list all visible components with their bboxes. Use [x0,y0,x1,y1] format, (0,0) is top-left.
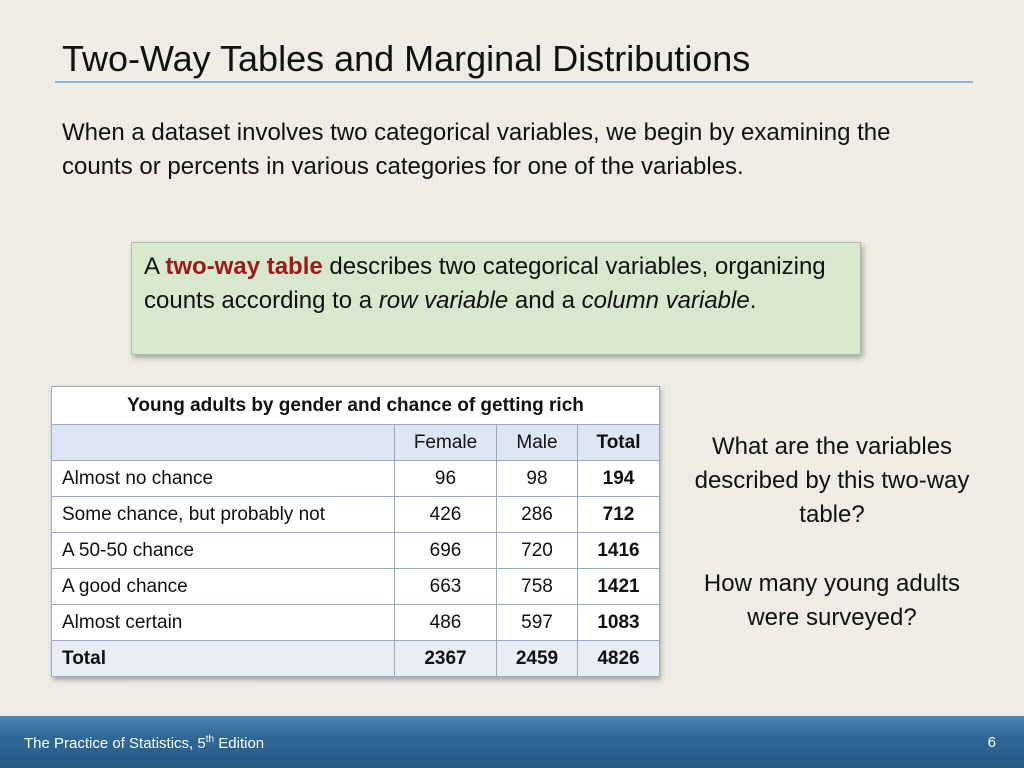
table-row [52,497,660,533]
definition-suffix: . [749,287,757,314]
cell-total: 1421 [578,569,660,605]
cell-grand-total: 4826 [578,641,660,677]
table-row [52,461,660,497]
cell-total: 1083 [578,605,660,641]
table-row [52,605,660,641]
question-survey-count: How many young adults were surveyed? [703,570,961,631]
intro-paragraph: When a dataset involves two categorical variables, we begin by examining the counts or percents in various categories for one of the variables. [62,119,891,180]
definition-column-variable: column variable [581,287,750,314]
two-way-table [51,386,660,677]
cell-female: 96 [395,461,497,497]
definition-box [131,242,861,355]
row-label: Almost no chance [52,461,395,497]
cell-total: 194 [578,461,660,497]
cell-female: 486 [395,605,497,641]
cell-male-total: 2459 [497,641,578,677]
slide-title: Two-Way Tables and Marginal Distributions [62,38,751,79]
footer-edition-word: Edition [214,735,265,752]
cell-male: 286 [497,497,578,533]
row-label-total: Total [52,641,395,677]
footer-bar [0,716,1024,768]
row-label: A 50-50 chance [52,533,395,569]
cell-male: 98 [497,461,578,497]
cell-male: 597 [497,605,578,641]
two-way-table-container [51,386,659,677]
cell-female: 696 [395,533,497,569]
row-label: A good chance [52,569,395,605]
definition-text-1: describes two categorical variables, organizing counts according to a [144,253,826,314]
cell-female: 426 [395,497,497,533]
title-divider [55,81,973,83]
table-row [52,533,660,569]
footer-book-name: The Practice of Statistics, 5 [24,735,206,752]
table-caption: Young adults by gender and chance of getting rich [52,387,660,425]
cell-male: 758 [497,569,578,605]
cell-female-total: 2367 [395,641,497,677]
cell-total: 712 [578,497,660,533]
footer-edition-superscript: th [205,734,215,745]
table-total-row [52,641,660,677]
page-number: 6 [987,734,996,751]
footer-book-title [24,734,264,752]
header-cell-female: Female [395,425,497,461]
table-header-row [52,425,660,461]
table-row [52,569,660,605]
table-caption-row [52,387,660,425]
cell-total: 1416 [578,533,660,569]
header-cell-total: Total [578,425,660,461]
row-label: Some chance, but probably not [52,497,395,533]
question-variables: What are the variables described by this two-way table? [694,433,970,528]
definition-row-variable: row variable [378,287,509,314]
definition-text-2: and a [508,287,582,314]
header-cell-male: Male [497,425,578,461]
cell-male: 720 [497,533,578,569]
cell-female: 663 [395,569,497,605]
definition-prefix: A [144,253,166,280]
definition-term: two-way table [165,253,323,280]
row-label: Almost certain [52,605,395,641]
header-cell-blank [52,425,395,461]
